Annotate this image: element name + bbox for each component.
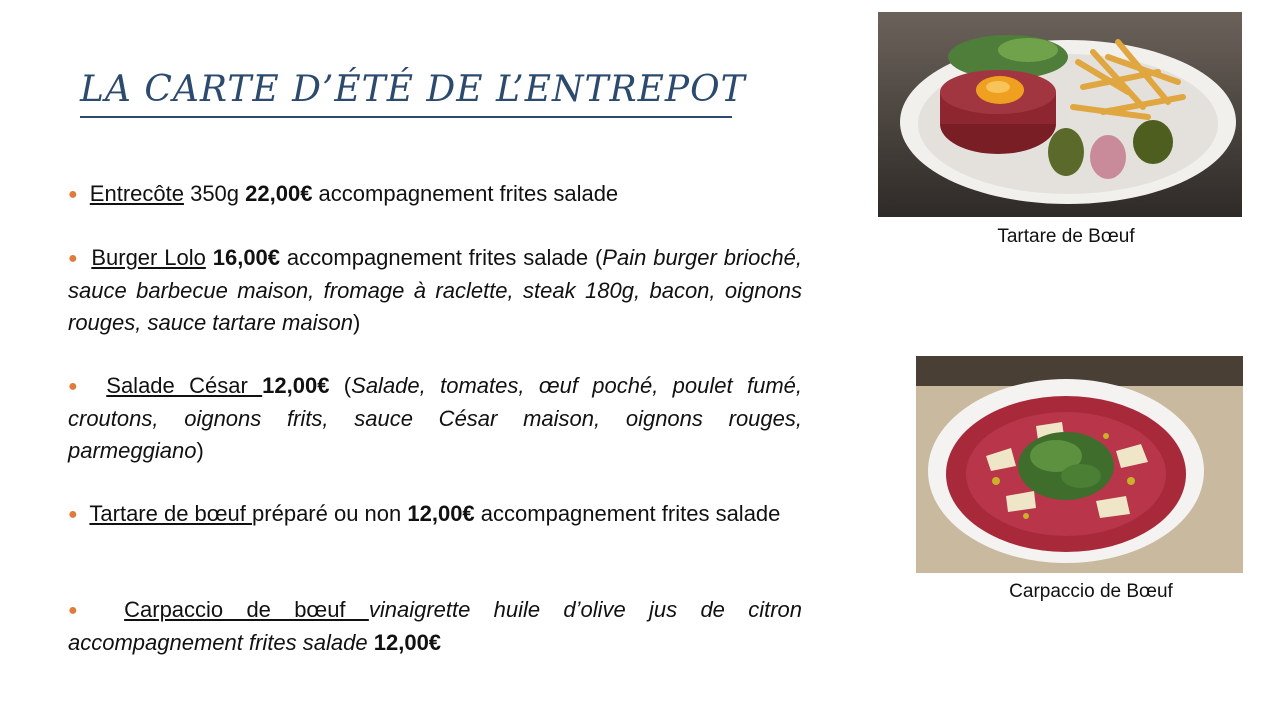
menu-item-tartare — [68, 498, 802, 531]
tartare-photo — [878, 12, 1242, 217]
item-open: ( — [329, 373, 352, 398]
item-text: préparé ou non — [252, 501, 408, 526]
bullet-icon: ● — [68, 506, 78, 523]
menu-item-carpaccio — [68, 594, 802, 659]
item-price: 16,00€ — [212, 245, 281, 270]
carpaccio-photo — [916, 356, 1243, 573]
item-suffix: accompagnement frites salade — [474, 501, 781, 526]
menu-item-entrecote — [68, 178, 802, 211]
item-price: 22,00€ — [245, 181, 313, 206]
item-price: 12,00€ — [262, 373, 330, 398]
tartare-caption: Tartare de Bœuf — [997, 226, 1135, 247]
item-description: Pain burger brioché, sauce barbecue maison, fromage à raclette, steak 180g, bacon, oignons rouges, sauce tartare maison — [68, 245, 802, 335]
item-description: vinaigrette huile d’olive jus de citron accompagnement frites salade — [68, 597, 802, 655]
carpaccio-caption: Carpaccio de Bœuf — [1009, 581, 1173, 602]
item-name: Carpaccio de bœuf — [124, 597, 369, 622]
item-suffix: accompagnement frites salade — [312, 181, 619, 206]
menu-item-salade — [68, 370, 802, 467]
item-text: accompagnement frites salade ( — [280, 245, 603, 270]
bullet-icon: ● — [68, 250, 79, 267]
item-name: Tartare de bœuf — [89, 501, 253, 526]
item-close: ) — [196, 438, 204, 463]
item-name: Salade César — [106, 373, 263, 398]
bullet-icon: ● — [68, 378, 86, 395]
tartare-photo-icon — [878, 12, 1242, 217]
bullet-icon: ● — [68, 602, 95, 619]
item-weight: 350g — [183, 181, 246, 206]
item-name: Entrecôte — [89, 181, 184, 206]
menu-item-burger — [68, 242, 802, 339]
item-price: 12,00€ — [407, 501, 475, 526]
bullet-icon: ● — [68, 186, 78, 203]
item-close: ) — [352, 310, 361, 335]
carpaccio-photo-icon — [916, 356, 1243, 573]
item-name: Burger Lolo — [91, 245, 206, 270]
menu-title: LA CARTE D’ÉTÉ DE L’ENTREPOT — [80, 66, 732, 118]
item-description: Salade, tomates, œuf poché, poulet fumé, croutons, oignons frits, sauce César maison, oignons rouges, parmeggiano — [68, 373, 802, 463]
item-price: 12,00€ — [373, 630, 442, 655]
